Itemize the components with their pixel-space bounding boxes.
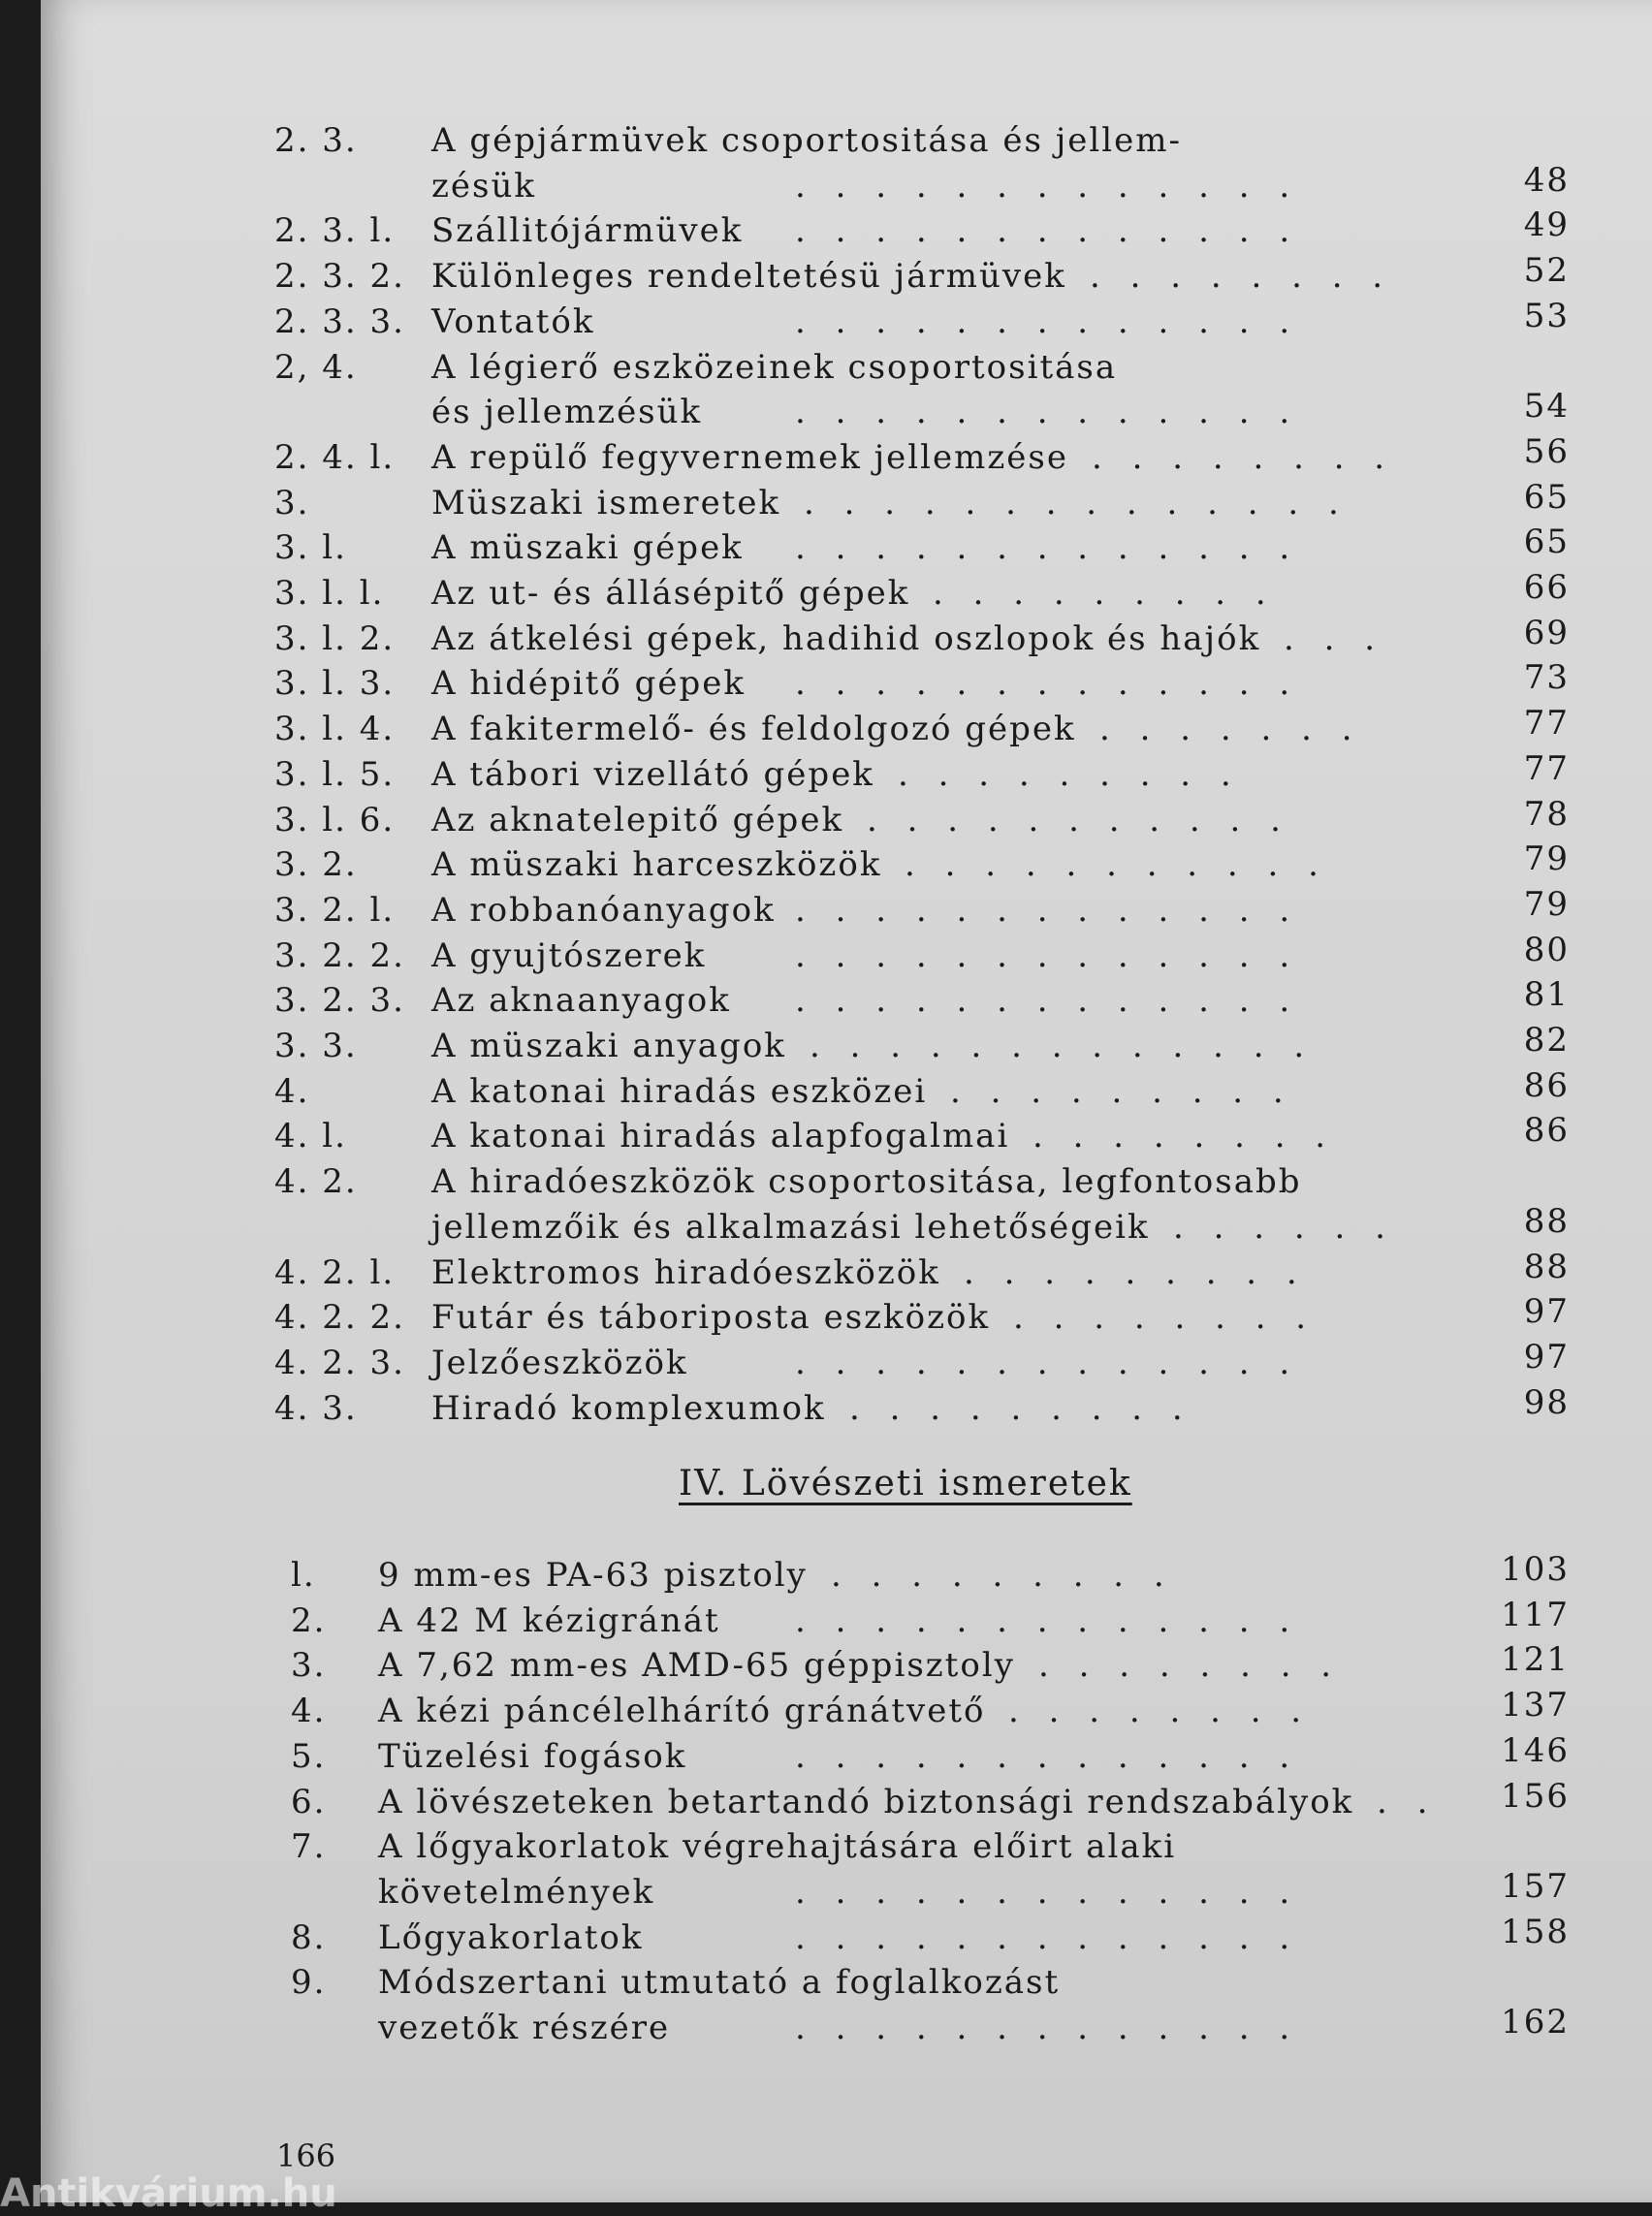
entry-page-number: 66 — [1523, 568, 1570, 607]
entry-number: 4. l. — [274, 1117, 347, 1156]
entry-number: 3. l. 2. — [274, 618, 396, 658]
dot-leader: . . . . . . . . — [1038, 1646, 1342, 1686]
dot-leader: . . . . . . . . — [1013, 1298, 1317, 1338]
toc-entry — [0, 431, 1652, 484]
entry-title: A lövészeteken betartandó biztonsági rendszabályok — [378, 1782, 1354, 1821]
dot-leader: . . . . . . . . . — [950, 1071, 1293, 1111]
toc-entry — [0, 568, 1652, 619]
dot-leader: . . . . . . . — [1099, 710, 1362, 749]
dot-leader: . . . . . . . . . . . . . — [795, 935, 1300, 975]
entry-title: Tüzelési fogások — [378, 1736, 687, 1776]
section-heading: IV. Lövészeti ismeretek — [679, 1464, 1132, 1504]
entry-number: 3. l. 3. — [274, 664, 396, 704]
entry-number: 2. 3. 2. — [274, 257, 405, 297]
toc-entry — [0, 1963, 1652, 2053]
entry-title: Az aknaanyagok — [431, 981, 731, 1021]
toc-entry — [0, 1730, 1652, 1783]
entry-number: 4. 2. 3. — [274, 1343, 405, 1382]
entry-title: zésük — [431, 166, 536, 206]
entry-title: A repülő fegyvernemek jellemzése — [431, 437, 1068, 477]
entry-number: 3. 2. 3. — [274, 981, 405, 1021]
dot-leader: . . . . . . . . . — [898, 754, 1241, 794]
dot-leader: . . . . . . . . . . . . . — [795, 1872, 1300, 1912]
entry-number: 4. 3. — [274, 1388, 358, 1428]
entry-title: A 42 M kézigránát — [378, 1600, 720, 1640]
dot-leader: . . . . . . . . . — [849, 1388, 1192, 1428]
dot-leader: . . . . . . . . . . . . . — [795, 166, 1300, 206]
entry-title: A gyujtószerek — [431, 935, 707, 975]
entry-title: Az aknatelepitő gépek — [431, 800, 844, 839]
toc-entry — [0, 1640, 1652, 1692]
entry-number: 9. — [291, 1963, 327, 2003]
toc-entry — [0, 884, 1652, 936]
entry-page-number: 78 — [1523, 794, 1570, 834]
entry-number: 3. 2. l. — [274, 890, 396, 930]
entry-title: vezetők részére — [378, 2008, 671, 2047]
entry-title: Müszaki ismeretek — [431, 483, 781, 522]
entry-page-number: 80 — [1523, 930, 1570, 969]
dot-leader: . . . . . . . . — [1090, 257, 1393, 297]
toc-entry — [0, 251, 1652, 302]
toc-entry — [0, 121, 1652, 211]
dot-leader: . . . . . . . . . . . . . — [810, 1027, 1315, 1065]
entry-page-number: 79 — [1523, 839, 1570, 879]
entry-page-number: 77 — [1523, 704, 1570, 744]
toc-entry — [0, 658, 1652, 710]
entry-title: A katonai hiradás eszközei — [431, 1071, 928, 1111]
toc-entry — [0, 206, 1652, 257]
entry-title: A robbanóanyagok — [431, 890, 776, 930]
dot-leader: . . . . . . . . — [1092, 437, 1395, 477]
dot-leader: . . . . . . . . . . . . . — [795, 528, 1300, 568]
entry-page-number: 97 — [1523, 1337, 1570, 1377]
entry-title: 9 mm-es PA-63 pisztoly — [378, 1556, 808, 1595]
entry-title: A légierő eszközeinek csoportositása — [431, 347, 1118, 387]
entry-number: 3. — [291, 1646, 327, 1686]
watermark: Antikvárium.hu — [0, 2171, 337, 2216]
entry-number: 3. l. — [274, 528, 347, 568]
toc-entry — [0, 1550, 1652, 1601]
entry-title: A hidépitő gépek — [431, 664, 746, 704]
toc-entry — [0, 1292, 1652, 1344]
dot-leader: . . . . . . . . . . . . . — [795, 664, 1300, 704]
entry-title: Módszertani utmutató a foglalkozást — [378, 1963, 1061, 2003]
entry-page-number: 69 — [1523, 613, 1570, 652]
entry-title: Jelzőeszközök — [431, 1343, 688, 1382]
entry-title: A lőgyakorlatok végrehajtására előirt alaki — [378, 1827, 1177, 1867]
toc-entry — [0, 1686, 1652, 1737]
entry-title: Vontatók — [431, 301, 595, 341]
dot-leader: . . . . . . . . . . . . . — [795, 981, 1300, 1021]
entry-page-number: 73 — [1523, 658, 1570, 698]
entry-number: 4. 2. l. — [274, 1252, 396, 1292]
entry-page-number: 86 — [1523, 1065, 1570, 1105]
entry-page-number: 65 — [1523, 522, 1570, 562]
entry-title: Szállitójármüvek — [431, 211, 744, 251]
dot-leader: . . . . . . . . — [1008, 1692, 1312, 1731]
entry-page-number: 157 — [1501, 1866, 1570, 1906]
dot-leader: . . . . . . . . . — [831, 1556, 1174, 1595]
entry-page-number: 56 — [1523, 431, 1570, 471]
toc-entry — [0, 613, 1652, 665]
entry-number: 6. — [291, 1782, 327, 1821]
entry-title: A müszaki gépek — [431, 528, 744, 568]
toc-entry — [0, 975, 1652, 1027]
toc-entry — [0, 1595, 1652, 1647]
entry-number: 2. 3. 3. — [274, 301, 405, 341]
dot-leader: . . — [1377, 1782, 1438, 1821]
entry-page-number: 52 — [1523, 251, 1570, 291]
dot-leader: . . . . . . . . . . . . . — [795, 1917, 1300, 1957]
entry-title: Futár és táboriposta eszközök — [431, 1298, 991, 1338]
toc-entry — [0, 794, 1652, 846]
toc-entry — [0, 748, 1652, 801]
toc-entry — [0, 1065, 1652, 1118]
entry-page-number: 86 — [1523, 1111, 1570, 1151]
entry-page-number: 156 — [1501, 1776, 1570, 1816]
entry-title: Az átkelési gépek, hadihid oszlopok és hajók — [431, 618, 1261, 658]
dot-leader: . . . . . . . . . . . . . — [795, 2008, 1300, 2047]
dot-leader: . . . . . . . . . . . — [905, 845, 1328, 885]
dot-leader: . . . . . . . . . — [964, 1252, 1307, 1292]
entry-page-number: 54 — [1523, 387, 1570, 427]
entry-number: 2. — [291, 1600, 327, 1640]
dot-leader: . . . . . . . . . . . . . — [795, 1600, 1300, 1640]
entry-page-number: 121 — [1501, 1640, 1570, 1680]
entry-page-number: 88 — [1523, 1201, 1570, 1241]
dot-leader: . . . . . . — [1173, 1207, 1395, 1247]
entry-title: A fakitermelő- és feldolgozó gépek — [431, 710, 1076, 749]
entry-title: A müszaki anyagok — [431, 1027, 786, 1065]
entry-title: A kézi páncélelhárító gránátvető — [378, 1692, 986, 1731]
entry-page-number: 82 — [1523, 1021, 1570, 1060]
entry-title: Elektromos hiradóeszközök — [431, 1252, 940, 1292]
entry-page-number: 65 — [1523, 477, 1570, 517]
entry-page-number: 77 — [1523, 748, 1570, 788]
entry-number: 2. 3. — [274, 121, 358, 160]
toc-entry — [0, 1021, 1652, 1072]
entry-number: 7. — [291, 1827, 327, 1867]
entry-title: jellemzőik és alkalmazási lehetőségeik — [431, 1207, 1150, 1247]
entry-number: 3. 2. 2. — [274, 935, 405, 975]
entry-title: A hiradóeszközök csoportositása, legfontosabb — [431, 1162, 1302, 1202]
entry-title: és jellemzésük — [431, 393, 703, 432]
dot-leader: . . . . . . . . . . . . . — [795, 211, 1300, 251]
dot-leader: . . . . . . . . . . . . . — [795, 1736, 1300, 1776]
entry-page-number: 103 — [1501, 1550, 1570, 1589]
entry-page-number: 98 — [1523, 1382, 1570, 1422]
entry-title: A katonai hiradás alapfogalmai — [431, 1117, 1010, 1156]
entry-number: 3. l. 6. — [274, 800, 396, 839]
toc-entry — [0, 1382, 1652, 1435]
entry-title: Az ut- és állásépitő gépek — [431, 574, 910, 613]
entry-number: 4. 2. — [274, 1162, 358, 1202]
toc-entry — [0, 930, 1652, 982]
dot-leader: . . . . . . . . . . . . . — [795, 1343, 1300, 1382]
entry-page-number: 79 — [1523, 884, 1570, 924]
entry-number: 3. l. 4. — [274, 710, 396, 749]
entry-number: 3. l. l. — [274, 574, 385, 613]
entry-title: A tábori vizellátó gépek — [431, 754, 874, 794]
entry-number: 4. 2. 2. — [274, 1298, 405, 1338]
entry-page-number: 97 — [1523, 1292, 1570, 1332]
toc-entry — [0, 348, 1652, 438]
toc-entry — [0, 477, 1652, 529]
entry-page-number: 117 — [1501, 1595, 1570, 1634]
toc-entry — [0, 1827, 1652, 1917]
entry-number: 8. — [291, 1917, 327, 1957]
toc-entry — [0, 296, 1652, 348]
entry-page-number: 146 — [1501, 1730, 1570, 1770]
entry-number: 2, 4. — [274, 347, 358, 387]
entry-page-number: 81 — [1523, 975, 1570, 1015]
dot-leader: . . . . . . . . . . . . . — [795, 393, 1300, 432]
dot-leader: . . . . . . . . . . . . . . — [804, 483, 1349, 522]
entry-number: 3. 3. — [274, 1027, 358, 1065]
entry-number: 5. — [291, 1736, 327, 1776]
entry-title: Különleges rendeltetésü jármüvek — [431, 257, 1066, 297]
entry-number: 3. — [274, 483, 310, 522]
dot-leader: . . . . . . . . . . . . . — [795, 301, 1300, 341]
entry-number: 3. l. 5. — [274, 754, 396, 794]
entry-number: 4. — [291, 1692, 327, 1731]
toc-entry — [0, 522, 1652, 574]
page-number: 166 — [276, 2137, 336, 2174]
entry-number: 4. — [274, 1071, 310, 1111]
entry-title: Hiradó komplexumok — [431, 1388, 826, 1428]
entry-number: 2. 3. l. — [274, 211, 396, 251]
dot-leader: . . . — [1284, 618, 1385, 658]
dot-leader: . . . . . . . . . . . . . — [795, 890, 1300, 930]
dot-leader: . . . . . . . . — [1032, 1117, 1336, 1156]
toc-entry — [0, 1111, 1652, 1162]
entry-title: A 7,62 mm-es AMD-65 géppisztoly — [378, 1646, 1015, 1686]
toc-entry — [0, 1162, 1652, 1252]
toc-entry — [0, 839, 1652, 891]
entry-title: Lőgyakorlatok — [378, 1917, 644, 1957]
entry-page-number: 88 — [1523, 1247, 1570, 1286]
entry-number: 3. 2. — [274, 845, 358, 885]
entry-page-number: 49 — [1523, 206, 1570, 245]
toc-entry — [0, 704, 1652, 755]
dot-leader: . . . . . . . . . — [933, 574, 1276, 613]
entry-title: A müszaki harceszközök — [431, 845, 882, 885]
dot-leader: . . . . . . . . . . . — [867, 800, 1290, 839]
entry-title: A gépjármüvek csoportositása és jellem- — [431, 121, 1182, 160]
entry-page-number: 158 — [1501, 1912, 1570, 1951]
entry-title: követelmények — [378, 1872, 655, 1912]
toc-entry — [0, 1247, 1652, 1299]
entry-number: 2. 4. l. — [274, 437, 396, 477]
entry-number: l. — [291, 1556, 316, 1595]
toc-entry — [0, 1912, 1652, 1964]
entry-page-number: 53 — [1523, 296, 1570, 335]
entry-page-number: 162 — [1501, 2002, 1570, 2042]
toc-entry — [0, 1337, 1652, 1389]
entry-page-number: 137 — [1501, 1686, 1570, 1725]
entry-page-number: 48 — [1523, 160, 1570, 200]
toc-entry — [0, 1776, 1652, 1828]
